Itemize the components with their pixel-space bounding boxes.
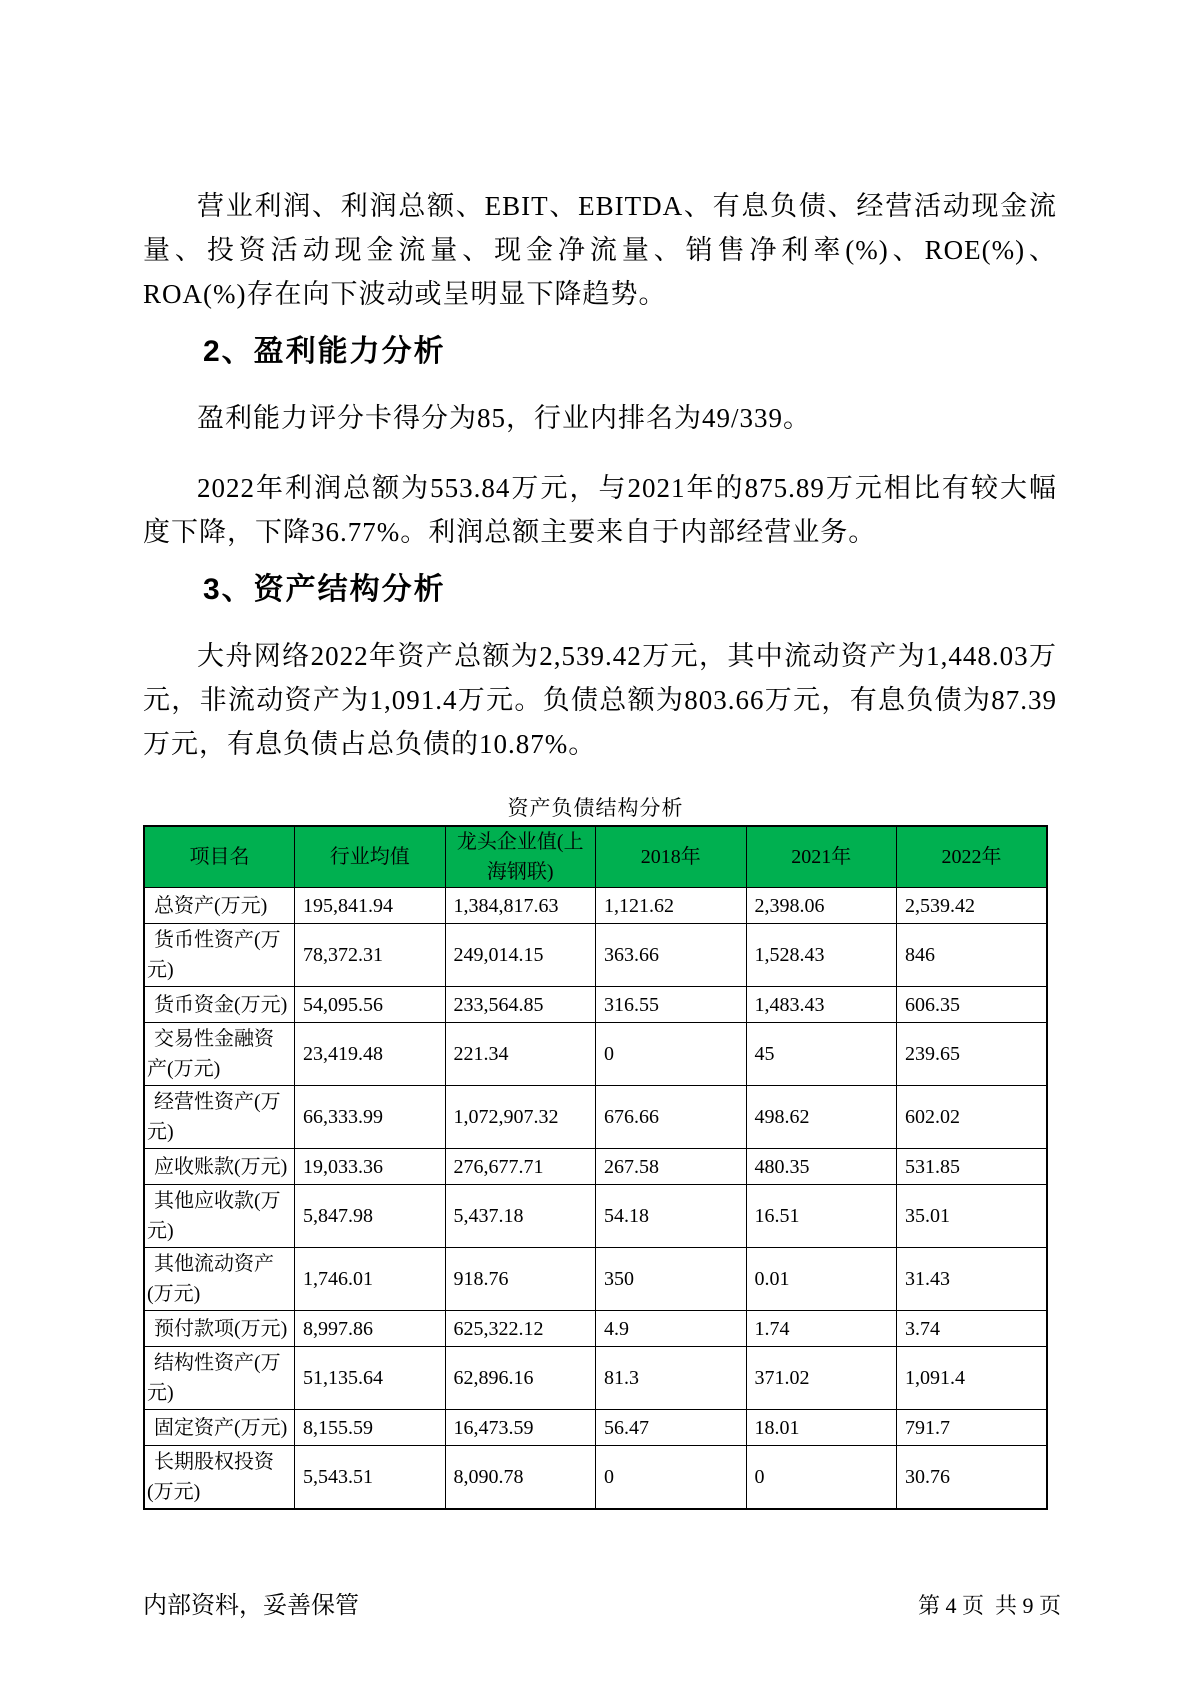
- cell-value: 249,014.15: [445, 924, 596, 987]
- cell-value: 8,155.59: [295, 1410, 446, 1446]
- cell-value: 606.35: [897, 987, 1048, 1023]
- table-row: [144, 888, 1047, 924]
- heading-profitability-analysis: 2、盈利能力分析: [203, 335, 446, 368]
- row-label: 应收账款(万元): [144, 1149, 295, 1185]
- table-header: [144, 826, 1047, 888]
- table-row: [144, 1023, 1047, 1086]
- cell-value: 54,095.56: [295, 987, 446, 1023]
- cell-value: 1.74: [746, 1311, 897, 1347]
- cell-value: 267.58: [596, 1149, 747, 1185]
- row-label: 固定资产(万元): [144, 1410, 295, 1446]
- cell-value: 371.02: [746, 1347, 897, 1410]
- paragraph-profit-total: 2022年利润总额为553.84万元，与2021年的875.89万元相比有较大幅度下降，下降36.77%。利润总额主要来自于内部经营业务。: [143, 473, 1057, 547]
- paragraph-decline-indicators: 营业利润、利润总额、EBIT、EBITDA、有息负债、经营活动现金流量、投资活动现金流量、现金净流量、销售净利率(%)、ROE(%)、ROA(%)存在向下波动或呈明显下降趋势。: [143, 191, 1057, 309]
- row-label: 结构性资产(万元): [144, 1347, 295, 1410]
- cell-value: 0: [596, 1023, 747, 1086]
- cell-value: 8,090.78: [445, 1446, 596, 1510]
- cell-value: 8,997.86: [295, 1311, 446, 1347]
- cell-value: 5,543.51: [295, 1446, 446, 1510]
- table-row: [144, 1410, 1047, 1446]
- cell-value: 45: [746, 1023, 897, 1086]
- table-row: [144, 1149, 1047, 1185]
- asset-liability-table: [143, 825, 1048, 1510]
- table-row: [144, 1248, 1047, 1311]
- cell-value: 35.01: [897, 1185, 1048, 1248]
- row-label: 长期股权投资(万元): [144, 1446, 295, 1510]
- cell-value: 918.76: [445, 1248, 596, 1311]
- footer-page-number: 第 4 页 共 9 页: [917, 1593, 1061, 1618]
- cell-value: 1,384,817.63: [445, 888, 596, 924]
- table-row: [144, 924, 1047, 987]
- cell-value: 51,135.64: [295, 1347, 446, 1410]
- cell-value: 16.51: [746, 1185, 897, 1248]
- row-label: 其他流动资产(万元): [144, 1248, 295, 1311]
- column-header: 项目名: [144, 826, 295, 888]
- cell-value: 1,091.4: [897, 1347, 1048, 1410]
- cell-value: 5,847.98: [295, 1185, 446, 1248]
- cell-value: 0.01: [746, 1248, 897, 1311]
- table-row: [144, 1446, 1047, 1510]
- cell-value: 195,841.94: [295, 888, 446, 924]
- cell-value: 2,539.42: [897, 888, 1048, 924]
- table-row: [144, 1185, 1047, 1248]
- cell-value: 2,398.06: [746, 888, 897, 924]
- row-label: 其他应收款(万元): [144, 1185, 295, 1248]
- table-row: [144, 1347, 1047, 1410]
- cell-value: 4.9: [596, 1311, 747, 1347]
- cell-value: 78,372.31: [295, 924, 446, 987]
- page-footer: [143, 1585, 1061, 1620]
- row-label: 交易性金融资产(万元): [144, 1023, 295, 1086]
- cell-value: 363.66: [596, 924, 747, 987]
- column-header: 2018年: [596, 826, 747, 888]
- cell-value: 0: [746, 1446, 897, 1510]
- row-label: 货币资金(万元): [144, 987, 295, 1023]
- cell-value: 531.85: [897, 1149, 1048, 1185]
- cell-value: 350: [596, 1248, 747, 1311]
- cell-value: 1,072,907.32: [445, 1086, 596, 1149]
- page-content: [143, 0, 1057, 1510]
- cell-value: 3.74: [897, 1311, 1048, 1347]
- cell-value: 480.35: [746, 1149, 897, 1185]
- cell-value: 81.3: [596, 1347, 747, 1410]
- paragraph-asset-overview: 大舟网络2022年资产总额为2,539.42万元，其中流动资产为1,448.03万元，非流动资产为1,091.4万元。负债总额为803.66万元，有息负债为87.39万元，有息负债占总负债的10.87%。: [143, 641, 1057, 759]
- cell-value: 676.66: [596, 1086, 747, 1149]
- cell-value: 1,746.01: [295, 1248, 446, 1311]
- cell-value: 0: [596, 1446, 747, 1510]
- heading-asset-structure-analysis: 3、资产结构分析: [203, 573, 446, 606]
- table-header-row: [144, 826, 1047, 888]
- table-row: [144, 1311, 1047, 1347]
- cell-value: 1,121.62: [596, 888, 747, 924]
- column-header: 2022年: [897, 826, 1048, 888]
- cell-value: 54.18: [596, 1185, 747, 1248]
- table-title: 资产负债结构分析: [507, 796, 684, 820]
- cell-value: 498.62: [746, 1086, 897, 1149]
- cell-value: 1,528.43: [746, 924, 897, 987]
- cell-value: 5,437.18: [445, 1185, 596, 1248]
- cell-value: 221.34: [445, 1023, 596, 1086]
- cell-value: 233,564.85: [445, 987, 596, 1023]
- paragraph-profit-score: 盈利能力评分卡得分为85，行业内排名为49/339。: [197, 403, 812, 433]
- cell-value: 276,677.71: [445, 1149, 596, 1185]
- table-row: [144, 987, 1047, 1023]
- cell-value: 846: [897, 924, 1048, 987]
- row-label: 预付款项(万元): [144, 1311, 295, 1347]
- cell-value: 18.01: [746, 1410, 897, 1446]
- row-label: 货币性资产(万元): [144, 924, 295, 987]
- cell-value: 62,896.16: [445, 1347, 596, 1410]
- column-header: 行业均值: [295, 826, 446, 888]
- footer-confidential-note: 内部资料，妥善保管: [143, 1592, 359, 1619]
- cell-value: 19,033.36: [295, 1149, 446, 1185]
- cell-value: 16,473.59: [445, 1410, 596, 1446]
- cell-value: 66,333.99: [295, 1086, 446, 1149]
- row-label: 总资产(万元): [144, 888, 295, 924]
- cell-value: 30.76: [897, 1446, 1048, 1510]
- cell-value: 23,419.48: [295, 1023, 446, 1086]
- column-header: 龙头企业值(上海钢联): [445, 826, 596, 888]
- cell-value: 31.43: [897, 1248, 1048, 1311]
- cell-value: 791.7: [897, 1410, 1048, 1446]
- table-row: [144, 1086, 1047, 1149]
- cell-value: 239.65: [897, 1023, 1048, 1086]
- cell-value: 625,322.12: [445, 1311, 596, 1347]
- cell-value: 56.47: [596, 1410, 747, 1446]
- cell-value: 602.02: [897, 1086, 1048, 1149]
- row-label: 经营性资产(万元): [144, 1086, 295, 1149]
- cell-value: 1,483.43: [746, 987, 897, 1023]
- table-body: [144, 888, 1047, 1510]
- cell-value: 316.55: [596, 987, 747, 1023]
- column-header: 2021年: [746, 826, 897, 888]
